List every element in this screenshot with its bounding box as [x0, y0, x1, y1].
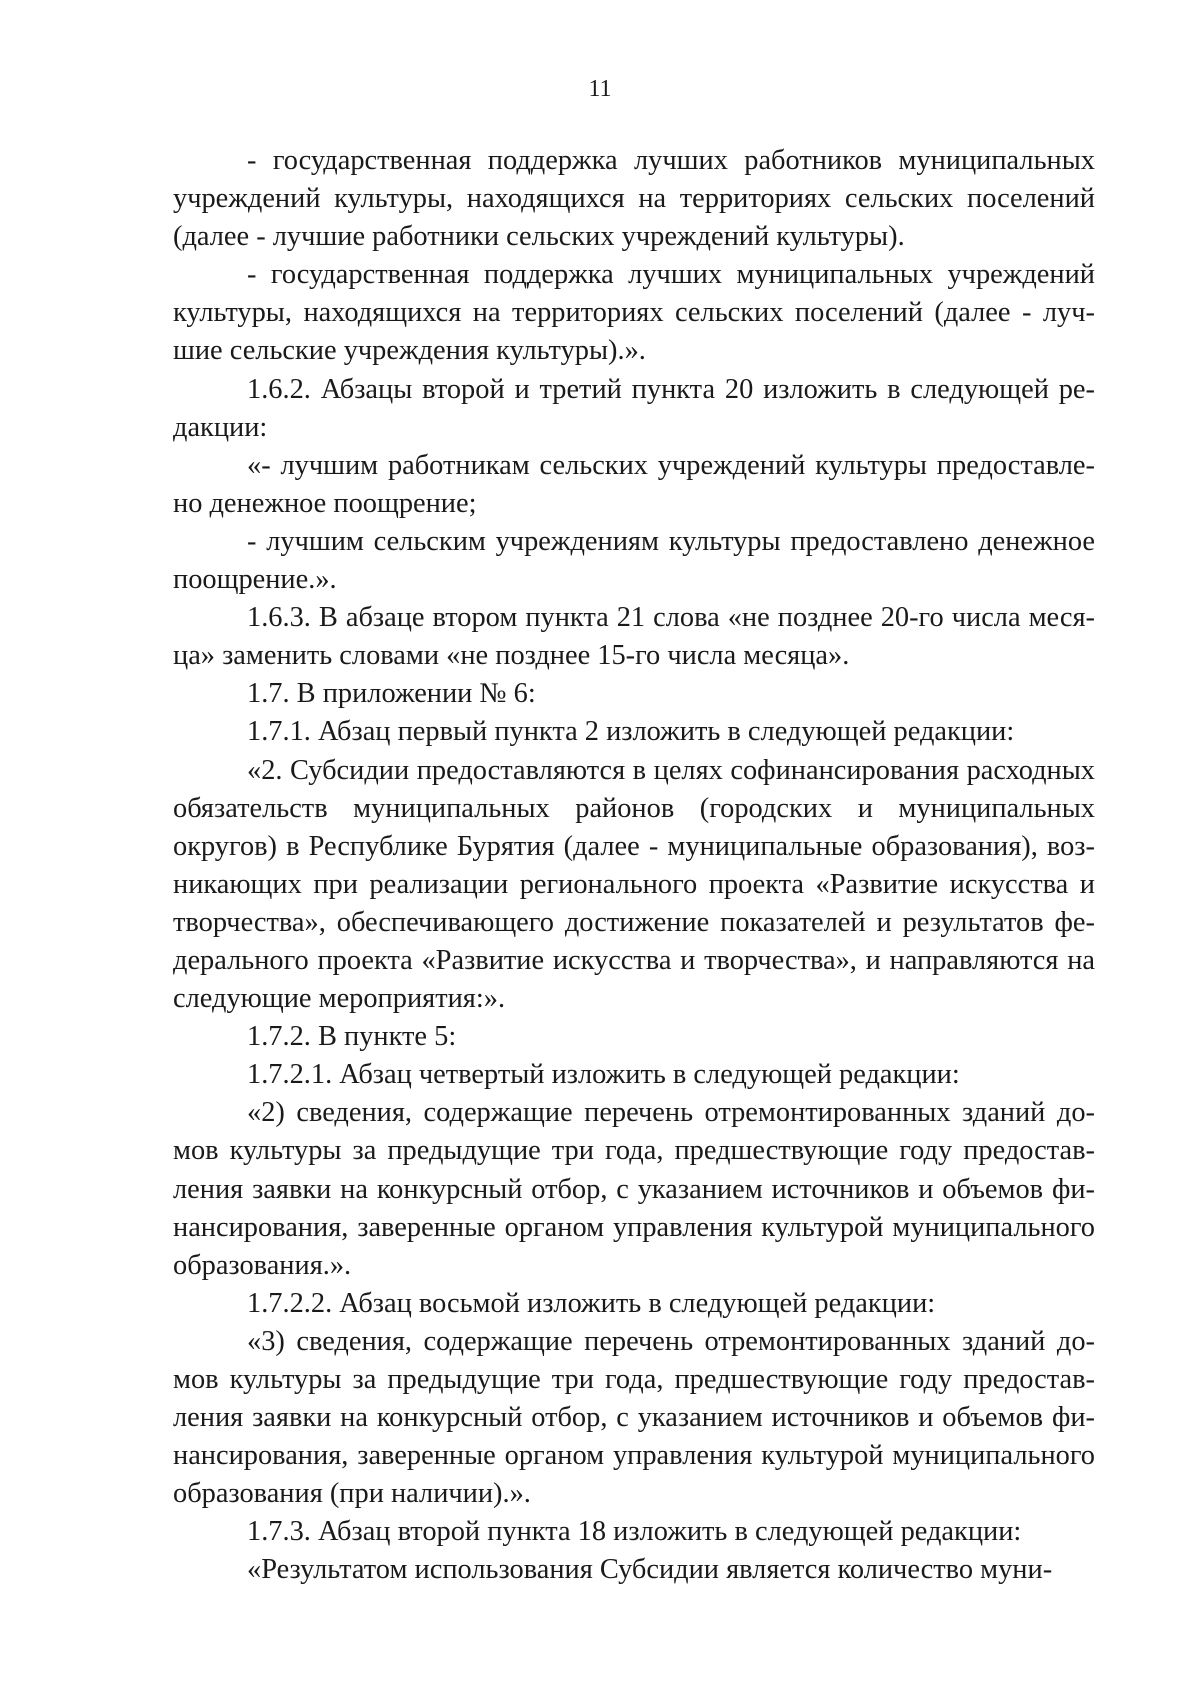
paragraph: «2. Субсидии предоставляются в целях софинансирования расходных обязательств муниципальных районов (городских и муниципальных округов) в Республике Бурятия (далее - муниципальные образования), возникающих при реализации регионального проекта «Развитие искусства и творчества», обеспечивающего достижение показателей и результатов федерального проекта «Развитие искусства и творчества», и направляются на следующие мероприятия:». — [173, 754, 1095, 1015]
paragraph: «2) сведения, содержащие перечень отремонтированных зданий домов культуры за предыдущие три года, предшествующие году предоставления заявки на конкурсный отбор, с указанием источников и объемов финансирования, заверенные органом управления культурой муниципального образования.». — [173, 1097, 1095, 1281]
paragraph: 1.6.3. В абзаце втором пункта 21 слова «не позднее 20-го числа месяца» заменить словами «не позднее 15-го числа месяца». — [173, 602, 1095, 672]
document-body — [173, 142, 1095, 1590]
paragraph: «Результатом использования Субсидии является количество муни- — [247, 1554, 1053, 1586]
paragraph: 1.7.2.2. Абзац восьмой изложить в следующей редакции: — [247, 1287, 936, 1319]
paragraph: 1.6.2. Абзацы второй и третий пункта 20 изложить в следующей редакции: — [173, 373, 1095, 443]
paragraph: - государственная поддержка лучших муниципальных учреждений культуры, находящихся на территориях сельских поселений (далее - лучшие сельские учреждения культуры).». — [173, 259, 1095, 367]
paragraph: 1.7.2.1. Абзац четвертый изложить в следующей редакции: — [247, 1059, 960, 1091]
paragraph: 1.7.1. Абзац первый пункта 2 изложить в следующей редакции: — [247, 716, 1015, 748]
page-number: 11 — [588, 76, 612, 102]
paragraph: - государственная поддержка лучших работников муниципальных учреждений культуры, находящихся на территориях сельских поселений (далее - лучшие работники сельских учреждений культуры). — [173, 145, 1095, 253]
paragraph: 1.7. В приложении № 6: — [247, 678, 536, 710]
paragraph: 1.7.2. В пункте 5: — [247, 1021, 457, 1053]
paragraph: «- лучшим работникам сельских учреждений культуры предоставлено денежное поощрение; — [173, 449, 1095, 519]
paragraph: «3) сведения, содержащие перечень отремонтированных зданий домов культуры за предыдущие три года, предшествующие году предоставления заявки на конкурсный отбор, с указанием источников и объемов финансирования, заверенные органом управления культурой муниципального образования (при наличии).». — [173, 1325, 1095, 1510]
paragraph: - лучшим сельским учреждениям культуры предоставлено денежное поощрение.». — [173, 525, 1095, 596]
paragraph: 1.7.3. Абзац второй пункта 18 изложить в следующей редакции: — [247, 1516, 1022, 1548]
